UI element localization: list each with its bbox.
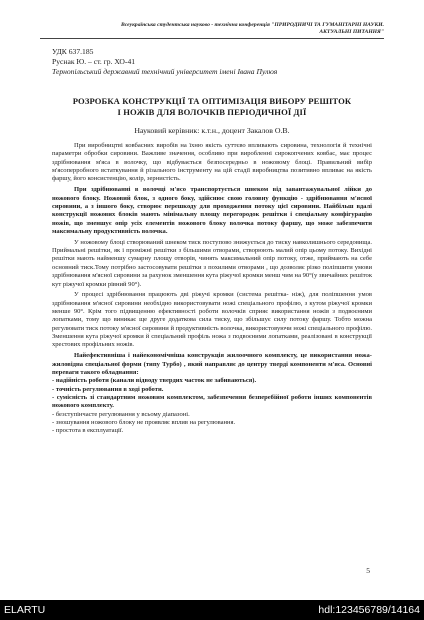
conference-header-line1: Всеукраїнська студентська науково - технічна конференція "ПРИРОДНИЧІ ТА ГУМАНІТАРНІ НАУКИ. [120, 22, 384, 28]
handle-identifier: hdl:123456789/14164 [318, 604, 420, 616]
paragraph-3: У ножовому блоці створюваний шнеком тиск поступово знижується до тиску навколишнього середовища. Приймальні решітки, як і проміжні решітки з більшими отворами, створюють малий опір цьому потоку. Вихідні решітки мають найменшу сумарну площу отворів, чинять максимальний опір потоку, отже, приймають на себе основний тиск.Тому потрібно застосовувати решітки з похилими отворами , що дозволяє різко поліпшити умови здрібнювання м'ясної сировини за рахунок зменшення кута ріжучої кромки менш чим на 90°(у звичайних решіток кут ріжучої кромки рівний 90°). [52, 238, 372, 288]
plain-point-2: - зношування ножового блоку не проявляє вплив на регулювання. [52, 419, 236, 426]
paper-title [52, 96, 372, 118]
paragraph-4: У процесі здрібнювання працюють дві ріжучі кромки (система решітка- ніж), для поліпшення умов здрібнювання м'ясної сировини необхідно використовувати ножі спеціального профілю, з кутом ріжучої кромки менше 90°. Крім того підвищенню ефективності роботи волочків сприяє використання ножів з подвоєними лопатками, тому що виникає ще друге додаткова сила тиску, що збільшує силу потоку фаршу. Тобто можна регулювати тиск потоку м'ясної сировини й продуктивність волочка, використовуючи ножі спеціального профілю. Зменшення кута ріжучої кромки й спеціальний профіль ножа з подвоєними лопатками, реалізовані в конструкції хрестових профільних ножів. [52, 291, 372, 349]
plain-point-3: - простота в експлуатації. [52, 427, 124, 435]
author-line: Руснак Ю. – ст. гр. ХО-41 [52, 57, 136, 66]
udk-code: УДК 637.185 [52, 47, 94, 56]
conference-header-line2: АКТУАЛЬНІ ПИТАННЯ" [319, 29, 384, 35]
plain-point-1: - безступінчасте регулювання у всьому діапазоні. [52, 410, 190, 418]
conference-header [40, 22, 384, 39]
bold-point-3: - сумісність зі стандартним ножовим комплектом, забезпечення безперебійної роботи інших компонентів ножового комплекту. [52, 393, 372, 410]
affiliation: Тернопільський державний технічний університет імені Івана Пулюя [52, 67, 278, 76]
paper-title-line1: РОЗРОБКА КОНСТРУКЦІЇ ТА ОПТИМІЗАЦІЯ ВИБОРУ РЕШІТОК [72, 96, 352, 106]
viewer-footer-bar [0, 600, 424, 620]
paragraph-2: При здрібнюванні в волочці м'ясо транспортується шнеком від завантажувальної лійки до ножового блоку. Ножовий блок, з одного боку, здійснює свою головну функцію - здрібнювання м'ясної сировини, а з іншого боку, створює перешкоду для проходження потоку цієї сировини. Найбільш вдалі конструкції ножових блоків мають мінімальну площу перегородок решітки і спеціальну конфігурацію ножів, що зменшує опір усіх елементів ножового блоку волочка потоку фаршу, що може забезпечити максимальну продуктивність волочка. [52, 186, 372, 235]
paragraph-5: Найефективніша і найекономічніша конструкція жилоочного комплекту, це використання ножа- жиловідна спеціальної форми (типу Турбо) , який направляє до центру тверді компоненти м'яса. Основні переваги такого обладнання: [52, 352, 372, 376]
supervisor-line: Науковий керівник: к.т.н., доцент Закалов О.В. [134, 126, 290, 135]
article-meta [52, 47, 372, 77]
paper-title-line2: І НОЖІВ ДЛЯ ВОЛОЧКІВ ПЕРІОДИЧНОЇ ДІЇ [117, 107, 307, 117]
repository-name: ELARTU [4, 604, 46, 616]
page-number: 5 [366, 566, 370, 575]
bold-point-2: - точність регулювання в ході роботи. [52, 385, 164, 393]
body-text [52, 142, 372, 436]
paragraph-1: При виробництві ковбасних виробів на їхню якість суттєво впливають сировина, технологія й технічні параметри обробки сировини. Важливе значення, особливо при виробленні сирокопчених ковбас, має процес здрібнювання м'яса в волочку, що відбувається безпосередньо в ножовому блоці. Правильний вибір м'ясоперробного встаткування й різального інструменту на цій стадії виробництва позитивно впливає на якість фаршу, його консистенцію, колір, зернистість. [52, 142, 372, 183]
bold-point-1: - надійність роботи (канали відводу твердих часток не забиваються). [52, 377, 257, 385]
